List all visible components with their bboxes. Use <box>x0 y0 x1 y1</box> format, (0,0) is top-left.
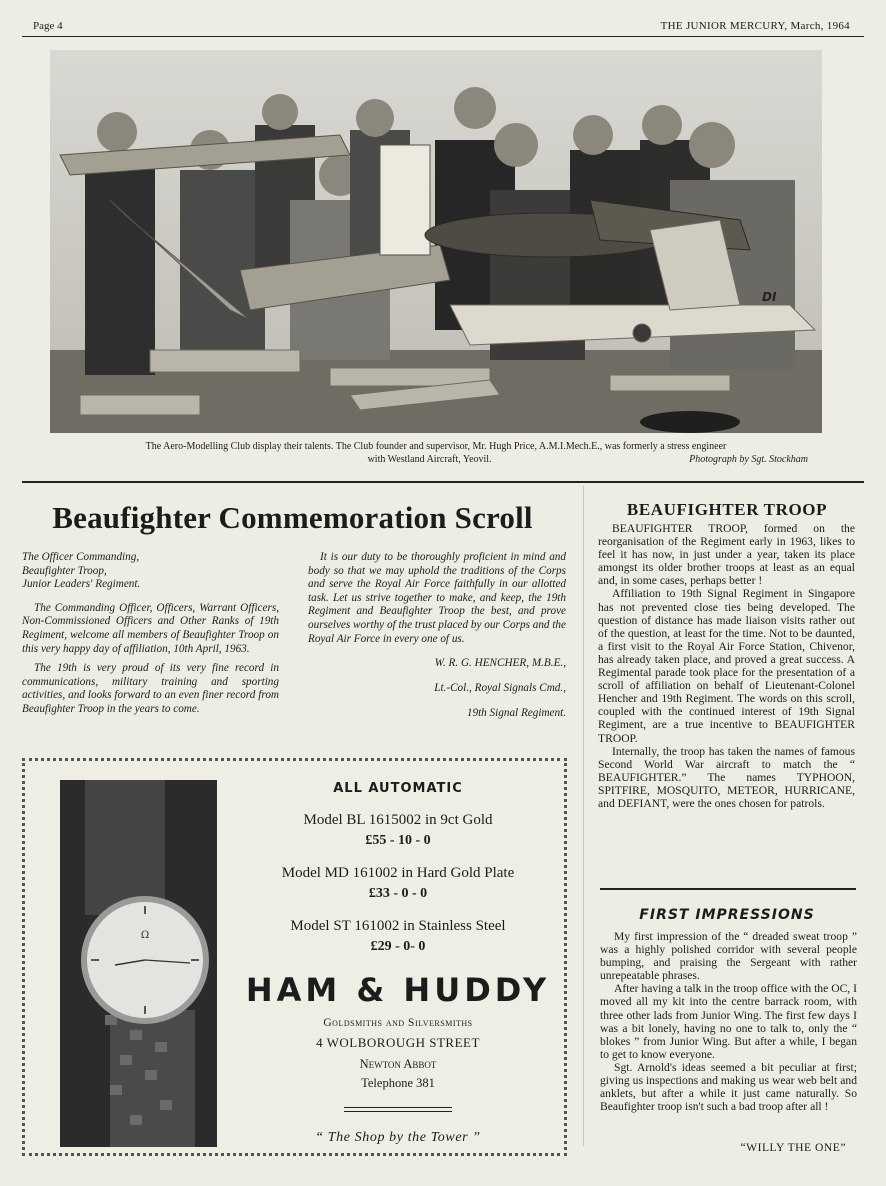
impressions-headline: FIRST IMPRESSIONS <box>639 907 815 923</box>
advert-headline: ALL AUTOMATIC <box>333 781 463 796</box>
troop-article <box>598 522 855 810</box>
scroll-paragraph: The Commanding Officer, Officers, Warrant Officers, Non-Commissioned Officers and Other Ranks of 19th Regiment, welcome all members of Beaufighter Troop on this very happy day of affiliation, 10th April, 1963. <box>22 601 279 655</box>
omega-logo: Ω <box>140 930 150 941</box>
article-rule <box>600 888 856 890</box>
section-rule <box>22 481 864 483</box>
caption-line-1: The Aero-Modelling Club display their talents. The Club founder and supervisor, Mr. Hugh Price, A.M.I.Mech.E., was formerly a stress engineer <box>145 441 727 452</box>
shop-street: 4 WOLBOROUGH STREET <box>316 1035 480 1050</box>
signature-name: W. R. G. HENCHER, M.B.E., <box>434 657 566 670</box>
photo-caption <box>50 440 822 466</box>
club-photo <box>50 50 822 433</box>
impressions-paragraph: After having a talk in the troop office with the OC, I moved all my kit into the centre barrack room, with three other lads from Junior Wing. The first few days I was a bit lonely, having no one to talk to, only the “ blokes ” from Junior Wing. But after a while, I began to get to know everyone. <box>600 982 857 1061</box>
wristwatch-image <box>60 780 217 1147</box>
shop-name: HAM & HUDDY <box>245 971 551 1009</box>
scroll-left-column <box>22 551 279 723</box>
signature-unit: 19th Signal Regiment. <box>466 707 566 720</box>
impressions-article <box>600 930 857 1113</box>
model-line: Model ST 161002 in Stainless Steel <box>290 918 506 934</box>
troop-headline: BEAUFIGHTER TROOP <box>626 500 828 519</box>
troop-paragraph: Internally, the troop has taken the names of famous Second World War aircraft to match the “ BEAUFIGHTER.” The names TYPHOON, SPITFIRE, MOSQUITO, METEOR, HURRICANE, and DEFIANT, were the ones chosen for patrols. <box>598 744 855 810</box>
shop-trade: Goldsmiths and Silversmiths <box>323 1017 473 1029</box>
tail-marking: DI <box>762 290 777 304</box>
column-divider <box>583 486 584 1146</box>
caption-line-2: with Westland Aircraft, Yeovil. <box>367 454 492 465</box>
scroll-paragraph: The 19th is very proud of its very fine record in communications, military training and sporting activities, and looks forward to an even finer record from Beaufighter Troop in the years to come. <box>22 662 279 715</box>
scroll-headline: Beaufighter Commemoration Scroll <box>52 500 533 535</box>
model-line: Model BL 1615002 in 9ct Gold <box>303 812 493 828</box>
model-price: £29 - 0- 0 <box>370 939 426 954</box>
model-line: Model MD 161002 in Hard Gold Plate <box>281 865 515 881</box>
shop-telephone: Telephone 381 <box>361 1076 435 1090</box>
photo-credit: Photograph by Sgt. Stockham <box>689 454 808 465</box>
address-line: Junior Leaders' Regiment. <box>22 578 141 591</box>
header-rule <box>22 36 864 37</box>
masthead: THE JUNIOR MERCURY, March, 1964 <box>660 20 850 32</box>
address-line: Beaufighter Troop, <box>22 564 107 577</box>
troop-paragraph: BEAUFIGHTER TROOP, formed on the reorganisation of the Regiment early in 1963, likes to feel it has now, in just under a year, taken its place amongst its older brother troops at least as an equal and, in some cases, perhaps better ! <box>598 522 855 588</box>
troop-paragraph: Affiliation to 19th Signal Regiment in Singapore has not prevented close ties being developed. The question of distance has made liaison visits rather out of the question, at least for the time. Not to be daunted, a first visit to the Royal Air Force Station, Chivenor, has already taken place, and proved a great success. A Regimental parade took place for the presentation of a scroll of affiliation on behalf of Lieutenant-Colonel Hencher and 19th Regiment. The words on this scroll, coupled with the continued interest of 19th Signal Regiment, are a true incentive to BEAUFIGHTER TROOP. <box>598 587 855 745</box>
shop-slogan: “ The Shop by the Tower ” <box>315 1130 481 1145</box>
scroll-paragraph: It is our duty to be thoroughly proficient in mind and body so that we may uphold the traditions of the Corps and serve the Royal Air Force faithfully in our allotted task. Let us strive together to make, and keep, the 19th Regiment and Beaufighter Troop the best, and prove ourselves worthy of the trust placed by our Corps and the Royal Air Force in every one of us. <box>308 551 566 645</box>
impressions-paragraph: Sgt. Arnold's ideas seemed a bit peculiar at first; giving us inspections and making us wear web belt and anklets, but after a while it just came naturally. So Beaufighter troop isn't such a bad troop after all ! <box>600 1060 857 1114</box>
model-price: £33 - 0 - 0 <box>368 886 428 901</box>
signature-rank: Lt.-Col., Royal Signals Cmd., <box>434 682 566 695</box>
shop-town: Newton Abbot <box>359 1057 437 1071</box>
model-price: £55 - 10 - 0 <box>365 833 431 848</box>
impressions-paragraph: My first impression of the “ dreaded sweat troop ” was a highly polished corridor with several people bumping, and praising the Sergeant with rather unrepeatable phrases. <box>600 930 857 983</box>
advert-copy <box>238 775 558 1146</box>
impressions-signoff: “WILLY THE ONE” <box>740 1141 846 1154</box>
address-line: The Officer Commanding, <box>22 551 140 563</box>
advert-divider <box>344 1107 452 1112</box>
page-number: Page 4 <box>33 20 63 32</box>
scroll-right-column <box>308 551 566 729</box>
